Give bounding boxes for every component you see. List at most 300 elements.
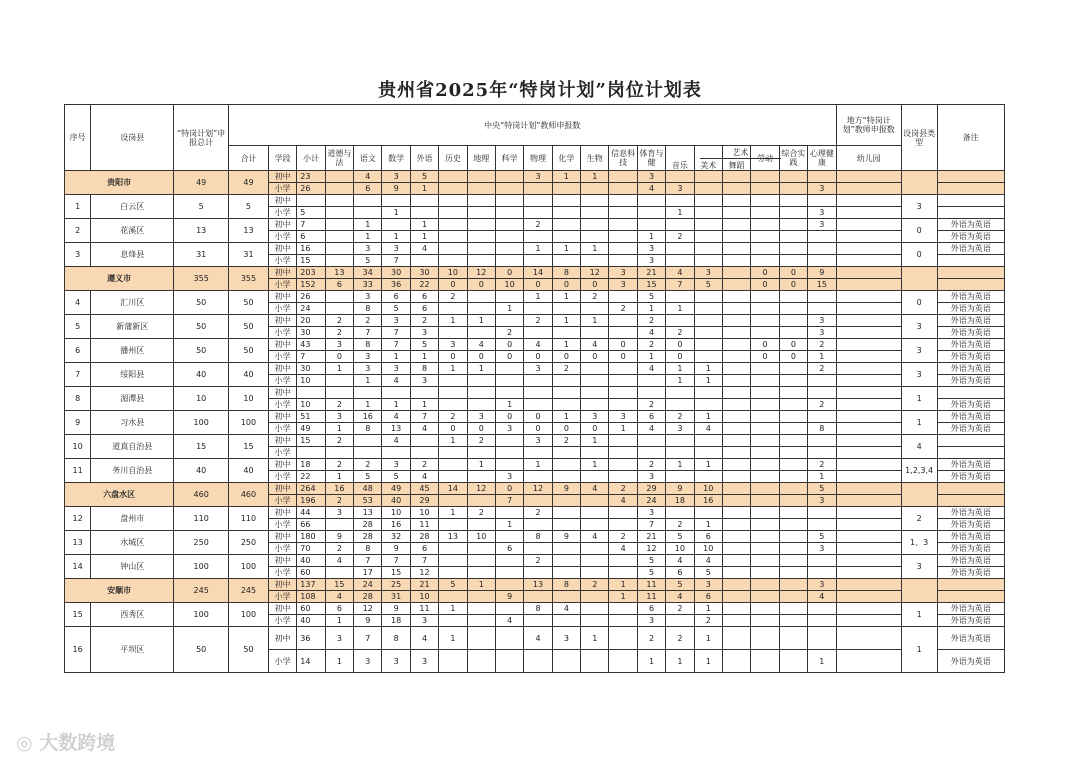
level-subtotal: 40 <box>297 555 325 567</box>
subject-count <box>581 255 609 267</box>
subject-count <box>779 650 807 673</box>
school-level: 初中 <box>268 603 296 615</box>
subject-count: 3 <box>637 255 665 267</box>
subject-count: 45 <box>410 483 438 495</box>
subject-count <box>637 207 665 219</box>
subject-count <box>495 375 523 387</box>
subject-count <box>552 195 580 207</box>
subject-count <box>524 255 552 267</box>
subject-count <box>779 423 807 435</box>
table-row <box>65 555 1005 567</box>
kindergarten-count <box>836 650 901 673</box>
central-total: 245 <box>228 579 268 603</box>
subject-count: 3 <box>524 435 552 447</box>
subject-count: 3 <box>354 351 382 363</box>
subject-count: 2 <box>637 339 665 351</box>
subject-count: 4 <box>495 615 523 627</box>
level-subtotal: 43 <box>297 339 325 351</box>
kindergarten-count <box>836 267 901 279</box>
subject-count: 53 <box>354 495 382 507</box>
plan-total: 355 <box>174 267 229 291</box>
row-note: 外语为英语 <box>937 471 1004 483</box>
subject-count <box>637 195 665 207</box>
subject-count: 28 <box>410 531 438 543</box>
level-subtotal: 44 <box>297 507 325 519</box>
subject-count <box>609 171 637 183</box>
subject-count <box>581 207 609 219</box>
subject-count: 11 <box>637 591 665 603</box>
subject-count: 0 <box>779 351 807 363</box>
subject-count: 2 <box>666 603 694 615</box>
county-type: 1 <box>901 411 937 435</box>
subject-count: 1 <box>808 351 837 363</box>
subject-count: 8 <box>382 627 410 650</box>
subject-count: 1 <box>694 519 722 531</box>
subject-count <box>581 231 609 243</box>
subject-count <box>581 183 609 195</box>
school-level: 小学 <box>268 231 296 243</box>
school-level: 小学 <box>268 303 296 315</box>
subject-count <box>751 315 779 327</box>
county-name: 务川自治县 <box>91 459 174 483</box>
subject-count <box>779 567 807 579</box>
county-name: 水城区 <box>91 531 174 555</box>
subject-count <box>637 219 665 231</box>
subject-count <box>779 303 807 315</box>
school-level: 初中 <box>268 339 296 351</box>
subject-count: 0 <box>467 279 495 291</box>
subject-count: 2 <box>609 303 637 315</box>
central-total: 100 <box>228 603 268 627</box>
subject-count <box>552 519 580 531</box>
subject-count <box>495 243 523 255</box>
school-level: 初中 <box>268 171 296 183</box>
subject-count <box>694 387 722 399</box>
subject-count <box>467 171 495 183</box>
row-note: 外语为英语 <box>937 519 1004 531</box>
subject-count <box>524 471 552 483</box>
level-subtotal: 36 <box>297 627 325 650</box>
subject-count: 32 <box>382 531 410 543</box>
subject-count <box>779 243 807 255</box>
subject-count <box>722 255 750 267</box>
county-name: 绥阳县 <box>91 363 174 387</box>
subject-count <box>609 447 637 459</box>
subject-count <box>609 219 637 231</box>
school-level: 初中 <box>268 363 296 375</box>
subject-count: 1 <box>666 363 694 375</box>
level-subtotal <box>297 195 325 207</box>
subject-count: 3 <box>808 183 837 195</box>
subject-count <box>779 627 807 650</box>
subject-count <box>779 543 807 555</box>
subject-count: 3 <box>410 615 438 627</box>
subject-count <box>751 543 779 555</box>
subject-count: 3 <box>694 267 722 279</box>
level-subtotal <box>297 387 325 399</box>
subject-count: 8 <box>410 363 438 375</box>
subject-count <box>808 255 837 267</box>
school-level: 小学 <box>268 567 296 579</box>
level-subtotal: 6 <box>297 231 325 243</box>
subject-count: 3 <box>439 339 467 351</box>
subject-count: 3 <box>637 507 665 519</box>
subject-count <box>524 567 552 579</box>
subject-count <box>524 183 552 195</box>
table-row <box>65 387 1005 399</box>
subject-count <box>495 291 523 303</box>
subject-count <box>581 399 609 411</box>
county-type: 3 <box>901 555 937 579</box>
subject-count <box>467 291 495 303</box>
subject-count: 3 <box>808 315 837 327</box>
subject-count: 6 <box>637 411 665 423</box>
subject-count: 7 <box>410 555 438 567</box>
subject-count: 1 <box>694 375 722 387</box>
subject-count <box>637 375 665 387</box>
city-row <box>65 171 1005 183</box>
subject-count: 3 <box>694 579 722 591</box>
table-row <box>65 459 1005 471</box>
subject-count <box>495 207 523 219</box>
row-note: 外语为英语 <box>937 459 1004 471</box>
subject-count <box>808 231 837 243</box>
subject-count: 5 <box>694 279 722 291</box>
subject-count: 4 <box>694 423 722 435</box>
subject-count: 8 <box>808 423 837 435</box>
subject-count: 1 <box>495 303 523 315</box>
subject-count <box>694 351 722 363</box>
subject-count <box>552 495 580 507</box>
subject-count <box>495 567 523 579</box>
subject-count: 4 <box>467 339 495 351</box>
subject-count: 3 <box>524 363 552 375</box>
subject-count: 4 <box>354 171 382 183</box>
subject-count: 4 <box>666 591 694 603</box>
row-seq: 15 <box>65 603 91 627</box>
header-subject: 劳动 <box>751 146 779 171</box>
subject-count <box>439 567 467 579</box>
subject-count: 2 <box>495 327 523 339</box>
subject-count: 2 <box>808 459 837 471</box>
kindergarten-count <box>836 543 901 555</box>
subject-count: 5 <box>382 303 410 315</box>
subject-count <box>779 447 807 459</box>
subject-count <box>666 615 694 627</box>
subject-count: 2 <box>524 555 552 567</box>
plan-total: 40 <box>174 363 229 387</box>
subject-count: 6 <box>382 291 410 303</box>
level-subtotal <box>297 447 325 459</box>
subject-count <box>722 447 750 459</box>
kindergarten-count <box>836 615 901 627</box>
subject-count: 33 <box>354 279 382 291</box>
school-level: 小学 <box>268 650 296 673</box>
subject-count: 9 <box>382 603 410 615</box>
subject-count: 10 <box>694 483 722 495</box>
subject-count: 0 <box>467 351 495 363</box>
subject-count <box>694 507 722 519</box>
subject-count <box>722 315 750 327</box>
header-subject: 物理 <box>524 146 552 171</box>
county-type: 0 <box>901 219 937 243</box>
subject-count <box>808 171 837 183</box>
school-level: 小学 <box>268 423 296 435</box>
subject-count <box>382 447 410 459</box>
county-name: 播州区 <box>91 339 174 363</box>
subject-count: 7 <box>382 255 410 267</box>
subject-count <box>609 387 637 399</box>
subject-count: 5 <box>694 567 722 579</box>
subject-count <box>524 195 552 207</box>
subject-count <box>495 219 523 231</box>
subject-count: 1 <box>552 411 580 423</box>
subject-count: 3 <box>666 183 694 195</box>
subject-count <box>694 399 722 411</box>
subject-count <box>495 459 523 471</box>
subject-count: 0 <box>666 351 694 363</box>
kindergarten-count <box>836 303 901 315</box>
subject-count <box>751 255 779 267</box>
subject-count <box>552 387 580 399</box>
header-note: 备注 <box>937 105 1004 171</box>
subject-count: 17 <box>354 567 382 579</box>
subject-count: 2 <box>325 495 353 507</box>
subject-count: 4 <box>524 339 552 351</box>
subject-count: 16 <box>382 519 410 531</box>
plan-total: 100 <box>174 555 229 579</box>
subject-count: 2 <box>808 363 837 375</box>
subject-count <box>410 447 438 459</box>
school-level: 小学 <box>268 351 296 363</box>
table-row <box>65 339 1005 351</box>
subject-count <box>751 591 779 603</box>
subject-count: 15 <box>382 567 410 579</box>
kindergarten-count <box>836 243 901 255</box>
subject-count <box>552 567 580 579</box>
kindergarten-count <box>836 591 901 603</box>
subject-count: 1 <box>666 375 694 387</box>
subject-count: 28 <box>354 531 382 543</box>
subject-count <box>495 603 523 615</box>
row-note <box>937 435 1004 447</box>
subject-count <box>751 531 779 543</box>
subject-count <box>722 603 750 615</box>
subject-count <box>808 375 837 387</box>
subject-count <box>382 387 410 399</box>
city-name: 安顺市 <box>65 579 174 603</box>
subject-count: 13 <box>325 267 353 279</box>
row-seq: 12 <box>65 507 91 531</box>
subject-count <box>694 183 722 195</box>
watermark-logo-icon: ◎ <box>16 732 33 754</box>
row-seq: 4 <box>65 291 91 315</box>
subject-count <box>609 207 637 219</box>
subject-count <box>581 591 609 603</box>
subject-count: 3 <box>410 650 438 673</box>
subject-count <box>581 555 609 567</box>
subject-count: 1 <box>694 411 722 423</box>
subject-count: 3 <box>354 650 382 673</box>
school-level: 小学 <box>268 519 296 531</box>
central-total: 15 <box>228 435 268 459</box>
subject-count <box>779 531 807 543</box>
subject-count <box>694 171 722 183</box>
row-note <box>937 207 1004 219</box>
row-seq: 1 <box>65 195 91 219</box>
subject-count <box>524 650 552 673</box>
central-total: 100 <box>228 411 268 435</box>
subject-count: 9 <box>552 531 580 543</box>
county-type: 3 <box>901 339 937 363</box>
subject-count <box>779 291 807 303</box>
subject-count: 3 <box>808 579 837 591</box>
subject-count: 13 <box>524 579 552 591</box>
subject-count <box>722 591 750 603</box>
kindergarten-count <box>836 447 901 459</box>
subject-count <box>779 207 807 219</box>
subject-count <box>495 363 523 375</box>
school-level: 初中 <box>268 531 296 543</box>
subject-count: 5 <box>354 471 382 483</box>
subject-count: 5 <box>666 531 694 543</box>
subject-count: 2 <box>666 231 694 243</box>
kindergarten-count <box>836 423 901 435</box>
level-subtotal: 5 <box>297 207 325 219</box>
subject-count <box>751 627 779 650</box>
subject-count: 28 <box>354 591 382 603</box>
subject-count: 4 <box>581 339 609 351</box>
kindergarten-count <box>836 219 901 231</box>
subject-count: 7 <box>495 495 523 507</box>
subject-count: 4 <box>637 327 665 339</box>
row-seq: 14 <box>65 555 91 579</box>
subject-count: 1 <box>410 351 438 363</box>
subject-count <box>439 399 467 411</box>
subject-count: 9 <box>325 531 353 543</box>
subject-count <box>666 315 694 327</box>
row-note <box>937 279 1004 291</box>
header-subject: 历史 <box>439 146 467 171</box>
subject-count <box>325 171 353 183</box>
kindergarten-count <box>836 555 901 567</box>
subject-count: 1 <box>581 171 609 183</box>
subject-count: 4 <box>410 471 438 483</box>
subject-count: 15 <box>637 279 665 291</box>
central-total: 110 <box>228 507 268 531</box>
subject-count: 3 <box>637 471 665 483</box>
level-subtotal: 22 <box>297 471 325 483</box>
subject-count: 3 <box>609 279 637 291</box>
subject-count <box>694 231 722 243</box>
subject-count: 2 <box>524 507 552 519</box>
subject-count <box>779 315 807 327</box>
subject-count: 1 <box>325 471 353 483</box>
subject-count: 1 <box>637 303 665 315</box>
kindergarten-count <box>836 279 901 291</box>
subject-count <box>467 231 495 243</box>
county-type: 4 <box>901 435 937 459</box>
subject-count: 4 <box>410 423 438 435</box>
subject-count <box>722 555 750 567</box>
subject-count: 7 <box>382 555 410 567</box>
subject-count: 8 <box>354 303 382 315</box>
subject-count: 0 <box>581 423 609 435</box>
subject-count <box>722 267 750 279</box>
subject-count <box>325 447 353 459</box>
level-subtotal: 180 <box>297 531 325 543</box>
subject-count: 0 <box>751 279 779 291</box>
school-level: 小学 <box>268 399 296 411</box>
subject-count <box>779 459 807 471</box>
central-total: 50 <box>228 315 268 339</box>
subject-count: 9 <box>354 615 382 627</box>
subject-count: 3 <box>382 243 410 255</box>
subject-count <box>354 195 382 207</box>
plan-total: 100 <box>174 411 229 435</box>
county-type: 3 <box>901 363 937 387</box>
subject-count <box>581 495 609 507</box>
subject-count <box>467 650 495 673</box>
subject-count <box>439 650 467 673</box>
subject-count: 10 <box>382 507 410 519</box>
county-type: 1 <box>901 603 937 627</box>
subject-count: 3 <box>495 471 523 483</box>
subject-count <box>495 255 523 267</box>
subject-count: 0 <box>779 339 807 351</box>
kindergarten-count <box>836 231 901 243</box>
subject-count: 1 <box>354 219 382 231</box>
subject-count <box>581 603 609 615</box>
subject-count <box>666 435 694 447</box>
subject-count <box>354 435 382 447</box>
subject-count: 1 <box>694 363 722 375</box>
subject-count: 1 <box>467 579 495 591</box>
school-level: 初中 <box>268 219 296 231</box>
level-subtotal: 264 <box>297 483 325 495</box>
subject-count <box>439 447 467 459</box>
subject-count: 4 <box>637 423 665 435</box>
level-subtotal: 15 <box>297 255 325 267</box>
header-central: 中央“特岗计划”教师申报数 <box>228 105 836 146</box>
kindergarten-count <box>836 255 901 267</box>
subject-count: 2 <box>552 363 580 375</box>
subject-count <box>609 555 637 567</box>
subject-count: 0 <box>495 267 523 279</box>
level-subtotal: 14 <box>297 650 325 673</box>
subject-count <box>722 483 750 495</box>
school-level: 初中 <box>268 267 296 279</box>
subject-count: 1 <box>495 399 523 411</box>
row-note: 外语为英语 <box>937 363 1004 375</box>
subject-count: 8 <box>354 423 382 435</box>
subject-count: 1 <box>552 171 580 183</box>
subject-count <box>524 387 552 399</box>
county-name: 汇川区 <box>91 291 174 315</box>
subject-count: 30 <box>410 267 438 279</box>
header-local: 地方“特岗计划”教师申报数 <box>836 105 901 146</box>
city-row <box>65 483 1005 495</box>
subject-count: 4 <box>609 543 637 555</box>
subject-count <box>694 339 722 351</box>
plan-total: 15 <box>174 435 229 459</box>
header-subject: 生物 <box>581 146 609 171</box>
table-row <box>65 315 1005 327</box>
subject-count <box>808 567 837 579</box>
level-subtotal: 26 <box>297 183 325 195</box>
subject-count <box>581 471 609 483</box>
subject-count <box>581 650 609 673</box>
